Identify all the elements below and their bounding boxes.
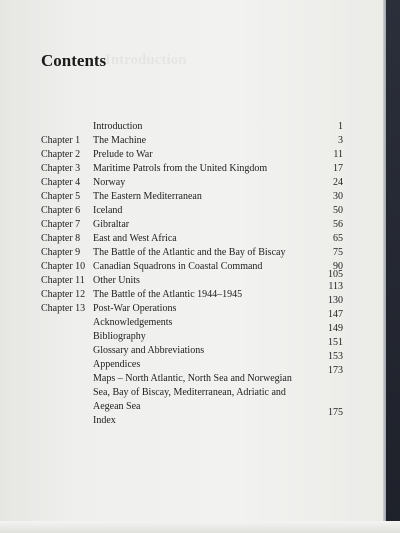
- toc-entry: [0, 149, 383, 163]
- toc-page-number: 113: [328, 281, 343, 292]
- toc-entry: [0, 401, 383, 415]
- toc-entry: [0, 121, 383, 135]
- toc-entry: [0, 261, 383, 275]
- page-edge: [383, 0, 386, 521]
- toc-chapter-number: Chapter 13: [41, 303, 86, 314]
- toc-entry-title: The Battle of the Atlantic and the Bay of Biscay: [93, 247, 286, 258]
- toc-entry: [0, 337, 383, 359]
- toc-page-number: 17: [333, 163, 343, 174]
- toc-entry-title: Gibraltar: [93, 219, 130, 230]
- toc-chapter-number: Chapter 6: [41, 205, 81, 216]
- toc-entry-title: Canadian Squadrons in Coastal Command: [93, 261, 263, 272]
- toc-entry: [0, 233, 383, 247]
- toc-chapter-number: Chapter 5: [41, 191, 81, 202]
- toc-page-number: 175: [328, 407, 343, 418]
- toc-page-number: 105: [328, 269, 343, 280]
- toc-entry: [0, 135, 383, 149]
- toc-page-number: 11: [333, 149, 343, 160]
- toc-entry: [0, 269, 383, 289]
- toc-entry-title: Aegean Sea: [93, 401, 141, 412]
- toc-page-number: 90: [333, 261, 343, 272]
- toc-entry-title: Acknowledgements: [93, 317, 173, 328]
- toc-entry-title: Sea, Bay of Biscay, Mediterranean, Adriatic and: [93, 387, 286, 398]
- toc-entry-title: Glossary and Abbreviations: [93, 345, 205, 356]
- toc-entry: [0, 281, 383, 303]
- toc-entry-title: The Battle of the Atlantic 1944–1945: [93, 289, 243, 300]
- toc-entry: [0, 323, 383, 345]
- toc-entry-title: Index: [93, 415, 116, 426]
- toc-entry-title: Bibliography: [93, 331, 146, 342]
- toc-chapter-number: Chapter 12: [41, 289, 86, 300]
- toc-entry-title: Post-War Operations: [93, 303, 177, 314]
- toc-entry: [0, 309, 383, 331]
- toc-chapter-number: Chapter 10: [41, 261, 86, 272]
- toc-chapter-number: Chapter 2: [41, 149, 81, 160]
- toc-entry-title: The Eastern Mediterranean: [93, 191, 202, 202]
- toc-chapter-number: Chapter 7: [41, 219, 81, 230]
- toc-entry: [0, 407, 383, 429]
- toc-entry: [0, 219, 383, 233]
- toc-chapter-number: Chapter 1: [41, 135, 81, 146]
- toc-page-number: 65: [333, 233, 343, 244]
- toc-page-number: 130: [328, 295, 343, 306]
- toc-entry: [0, 295, 383, 317]
- toc-page-number: 24: [333, 177, 343, 188]
- toc-chapter-number: Chapter 3: [41, 163, 81, 174]
- toc-entry-title: Appendices: [93, 359, 141, 370]
- toc-page-number: 151: [328, 337, 343, 348]
- toc-page-number: 56: [333, 219, 343, 230]
- toc-entry-title: Norway: [93, 177, 126, 188]
- page-title: Contents: [41, 51, 107, 70]
- toc-entry-title: East and West Africa: [93, 233, 177, 244]
- toc-page-number: 30: [333, 191, 343, 202]
- toc-entry-title: Prelude to War: [93, 149, 153, 160]
- toc-entry: [0, 351, 383, 373]
- toc-page-number: 75: [333, 247, 343, 258]
- toc-chapter-number: Chapter 11: [41, 275, 85, 286]
- toc-page-number: 149: [328, 323, 343, 334]
- toc-chapter-number: Chapter 8: [41, 233, 81, 244]
- toc-entry: [0, 247, 383, 261]
- toc-page-number: 50: [333, 205, 343, 216]
- toc-entry-title: Other Units: [93, 275, 140, 286]
- toc-entry-title: Introduction: [93, 121, 143, 132]
- toc-page-number: 173: [328, 365, 343, 376]
- toc-entry-title: Maps – North Atlantic, North Sea and Norwegian: [93, 373, 292, 384]
- toc-page-number: 147: [328, 309, 343, 320]
- toc-entry-title: Iceland: [93, 205, 123, 216]
- toc-entry: [0, 191, 383, 205]
- toc-entry: [0, 205, 383, 219]
- toc-entry-title: The Machine: [93, 135, 147, 146]
- toc-entry: [0, 177, 383, 191]
- toc-chapter-number: Chapter 9: [41, 247, 81, 258]
- toc-entry: [0, 365, 383, 387]
- toc-entry-title: Maritime Patrols from the United Kingdom: [93, 163, 268, 174]
- page-bottom-strip: [0, 521, 400, 533]
- show-through-text: Introduction: [105, 52, 187, 68]
- toc-page-number: 1: [338, 121, 343, 132]
- toc-entry: [0, 387, 383, 401]
- toc-chapter-number: Chapter 4: [41, 177, 81, 188]
- toc-page-number: 153: [328, 351, 343, 362]
- toc-entry: [0, 163, 383, 177]
- toc-page-number: 3: [338, 135, 343, 146]
